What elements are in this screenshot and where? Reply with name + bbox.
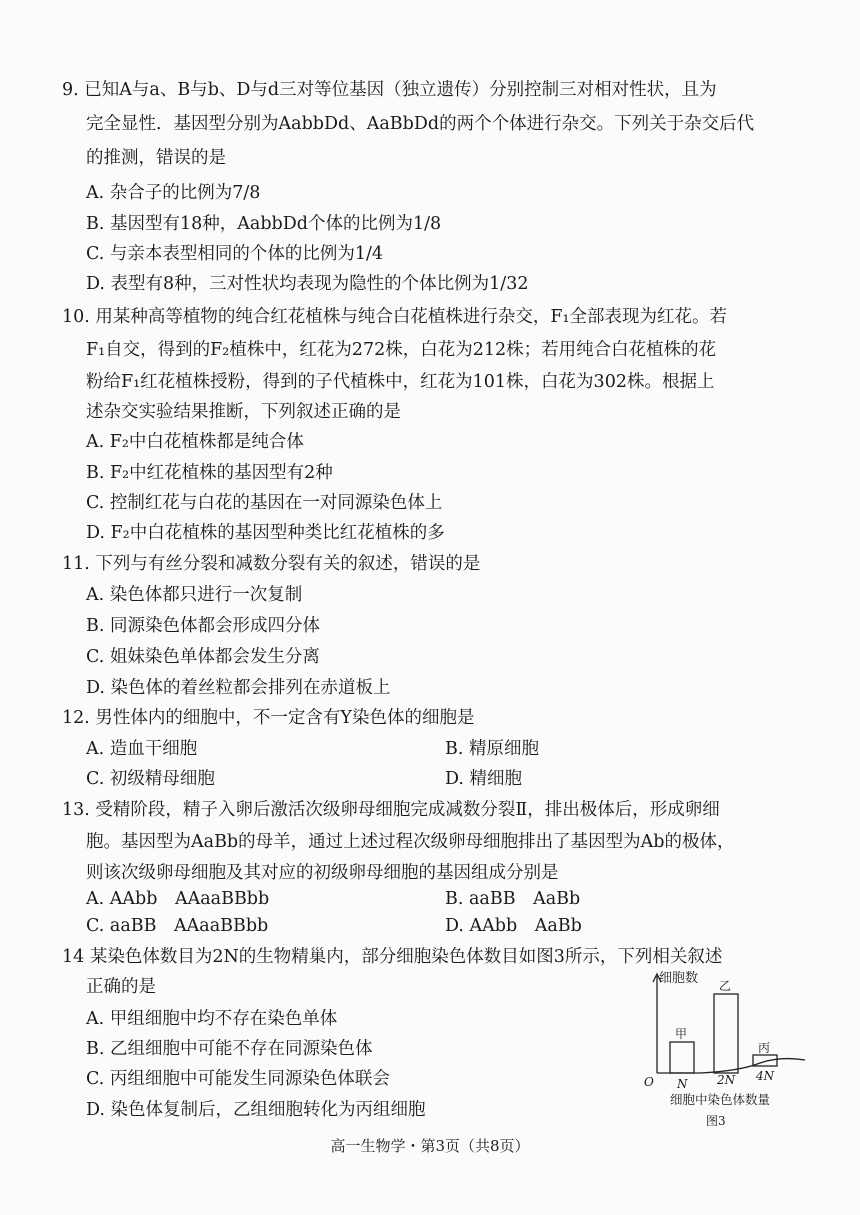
question-14-option-a: A. 甲组细胞中均不存在染色单体 [86, 1009, 338, 1029]
figure-caption: 图3 [706, 1114, 726, 1128]
bar-label-jia: 甲 [675, 1027, 688, 1041]
x-axis [657, 1059, 805, 1073]
question-13-option-d: D. AAbb AaBb [445, 916, 582, 936]
question-11-line-1: 11. 下列与有丝分裂和减数分裂有关的叙述，错误的是 [62, 554, 481, 574]
question-9-line-3: 的推测，错误的是 [86, 148, 226, 168]
question-9-option-a: A. 杂合子的比例为7/8 [86, 183, 261, 203]
question-9-option-c: C. 与亲本表型相同的个体的比例为1/4 [86, 244, 384, 264]
question-14-line-1: 14 某染色体数目为2N的生物精巢内，部分细胞染色体数目如图3所示，下列相关叙述 [62, 947, 723, 967]
question-13-line-2: 胞。基因型为AaBb的母羊，通过上述过程次级卵母细胞排出了基因型为Ab的极体， [86, 832, 735, 852]
figure-3 [640, 968, 810, 1133]
question-11-option-d: D. 染色体的着丝粒都会排列在赤道板上 [86, 678, 391, 698]
question-13-option-c: C. aaBB AAaaBBbb [86, 916, 269, 936]
question-14-option-b: B. 乙组细胞中可能不存在同源染色体 [86, 1039, 373, 1059]
question-14-line-2: 正确的是 [86, 977, 156, 997]
bar-label-bing: 丙 [758, 1041, 771, 1055]
figure-xlabel: 细胞中染色体数量 [670, 1092, 771, 1107]
question-14-option-c: C. 丙组细胞中可能发生同源染色体联会 [86, 1069, 390, 1089]
question-13-option-b: B. aaBB AaBb [445, 889, 581, 909]
question-9-line-1: 9. 已知A与a、B与b、D与d三对等位基因（独立遗传）分别控制三对相对性状，且为 [62, 80, 717, 100]
question-10-line-1: 10. 用某种高等植物的纯合红花植株与纯合白花植株进行杂交，F₁全部表现为红花。若 [62, 307, 728, 327]
figure-3-diagram [640, 968, 810, 1133]
question-9-line-2: 完全显性．基因型分别为AabbDd、AaBbDd的两个个体进行杂交。下列关于杂交后代 [86, 114, 755, 134]
question-10-option-d: D. F₂中白花植株的基因型种类比红花植株的多 [86, 523, 445, 543]
question-12-line-1: 12. 男性体内的细胞中，不一定含有Y染色体的细胞是 [62, 708, 475, 728]
question-10-line-2: F₁自交，得到的F₂植株中，红花为272株，白花为212株；若用纯合白花植株的花 [86, 340, 717, 360]
question-12-option-d: D. 精细胞 [445, 769, 523, 789]
question-11-option-c: C. 姐妹染色单体都会发生分离 [86, 647, 320, 667]
question-10-line-3: 粉给F₁红花植株授粉，得到的子代植株中，红花为101株，白花为302株。根据上 [86, 372, 715, 392]
question-10-line-4: 述杂交实验结果推断，下列叙述正确的是 [86, 402, 401, 422]
question-9-option-b: B. 基因型有18种，AabbDd个体的比例为1/8 [86, 214, 442, 234]
bar-jia [670, 1042, 694, 1073]
bar-yi [714, 994, 738, 1073]
question-13-line-1: 13. 受精阶段，精子入卵后激活次级卵母细胞完成减数分裂Ⅱ，排出极体后，形成卵细 [62, 800, 720, 820]
bar-label-yi: 乙 [719, 979, 732, 993]
x-tick-2n: 2N [717, 1073, 736, 1087]
question-9-option-d: D. 表型有8种，三对性状均表现为隐性的个体比例为1/32 [86, 274, 529, 294]
page-footer: 高一生物学・第3页（共8页） [330, 1137, 530, 1155]
question-11-option-a: A. 染色体都只进行一次复制 [86, 585, 303, 605]
figure-ylabel: 细胞数 [659, 971, 699, 986]
question-12-option-a: A. 造血干细胞 [86, 739, 198, 759]
x-tick-4n: 4N [756, 1069, 775, 1083]
question-14-option-d: D. 染色体复制后，乙组细胞转化为丙组细胞 [86, 1100, 426, 1120]
question-10-option-a: A. F₂中白花植株都是纯合体 [86, 432, 304, 452]
figure-origin: O [644, 1075, 654, 1089]
question-11-option-b: B. 同源染色体都会形成四分体 [86, 616, 320, 636]
x-tick-n: N [677, 1077, 688, 1091]
question-13-line-3: 则该次级卵母细胞及其对应的初级卵母细胞的基因组成分别是 [86, 863, 559, 883]
question-12-option-c: C. 初级精母细胞 [86, 769, 215, 789]
question-12-option-b: B. 精原细胞 [445, 739, 539, 759]
question-10-option-b: B. F₂中红花植株的基因型有2种 [86, 463, 333, 483]
question-13-option-a: A. AAbb AAaaBBbb [86, 889, 270, 909]
question-10-option-c: C. 控制红花与白花的基因在一对同源染色体上 [86, 493, 443, 513]
